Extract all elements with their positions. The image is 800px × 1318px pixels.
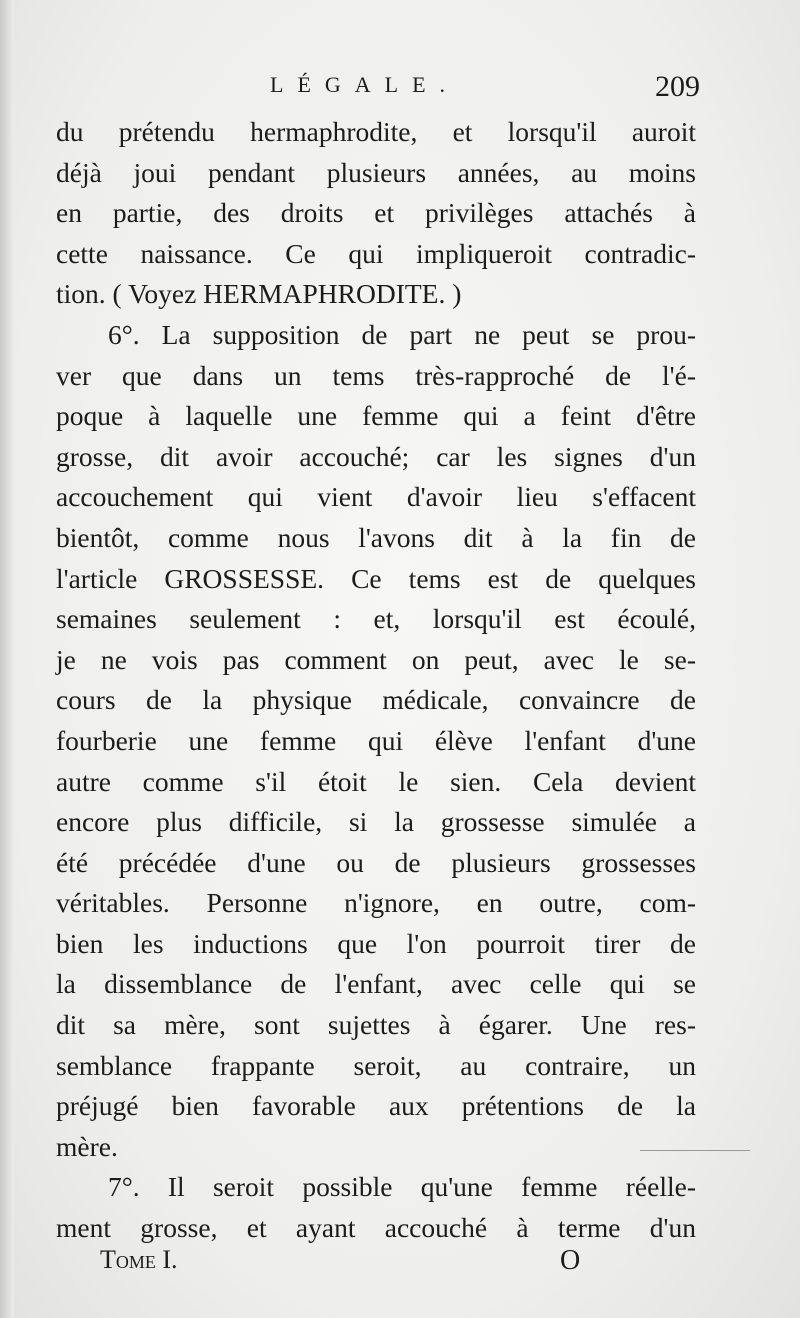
text-line: tion. ( Voyez HERMAPHRODITE. ) xyxy=(56,278,462,310)
text-line: déjà joui pendant plusieurs années, au moins xyxy=(56,156,696,188)
text-line: semaines seulement : et, lorsqu'il est écoulé, xyxy=(56,603,696,635)
text-line: été précédée d'une ou de plusieurs grossesses xyxy=(56,846,696,878)
text-line: bientôt, comme nous l'avons dit à la fin de xyxy=(56,521,696,553)
text-line: préjugé bien favorable aux prétentions de la xyxy=(56,1090,696,1122)
volume-label: Tome I. xyxy=(100,1245,178,1274)
text-line: accouchement qui vient d'avoir lieu s'effacent xyxy=(56,481,696,513)
margin-rule xyxy=(640,1150,750,1151)
running-title: LÉGALE. xyxy=(270,72,460,97)
text-line: dit sa mère, sont sujettes à égarer. Une res- xyxy=(56,1009,696,1041)
text-line: fourberie une femme qui élève l'enfant d'une xyxy=(56,724,696,756)
text-line: véritables. Personne n'ignore, en outre, com- xyxy=(56,887,696,919)
text-line: encore plus difficile, si la grossesse simulée a xyxy=(56,806,696,838)
page-number: 209 xyxy=(655,70,700,103)
text-line: cette naissance. Ce qui impliqueroit contradic- xyxy=(56,237,696,269)
text-line: en partie, des droits et privilèges attachés à xyxy=(56,197,696,229)
text-line: mère. xyxy=(56,1130,118,1162)
page-edge-shadow xyxy=(0,0,14,1318)
text-line: grosse, dit avoir accouché; car les signes d'un xyxy=(56,440,696,472)
page-header xyxy=(60,72,700,112)
signature-mark: O xyxy=(560,1245,581,1276)
paragraph-start-line: 7°. Il seroit possible qu'une femme réelle- xyxy=(108,1171,696,1203)
text-line: je ne vois pas comment on peut, avec le se- xyxy=(56,643,696,675)
text-line: bien les inductions que l'on pourroit tirer de xyxy=(56,927,696,959)
body-text xyxy=(56,112,696,1249)
text-line: ment grosse, et ayant accouché à terme d'un xyxy=(56,1212,696,1244)
text-line: semblance frappante seroit, au contraire, un xyxy=(56,1049,696,1081)
text-line: poque à laquelle une femme qui a feint d'être xyxy=(56,400,696,432)
text-line: cours de la physique médicale, convaincre de xyxy=(56,684,696,716)
text-line: du prétendu hermaphrodite, et lorsqu'il auroit xyxy=(56,116,696,147)
text-line: l'article GROSSESSE. Ce tems est de quelques xyxy=(56,562,696,594)
text-line: la dissemblance de l'enfant, avec celle qui se xyxy=(56,968,696,1000)
text-line: ver que dans un tems très-rapproché de l'é- xyxy=(56,359,696,391)
page-footer xyxy=(100,1245,580,1285)
paragraph-start-line: 6°. La supposition de part ne peut se prou- xyxy=(108,318,696,350)
text-line: autre comme s'il étoit le sien. Cela devient xyxy=(56,765,696,797)
